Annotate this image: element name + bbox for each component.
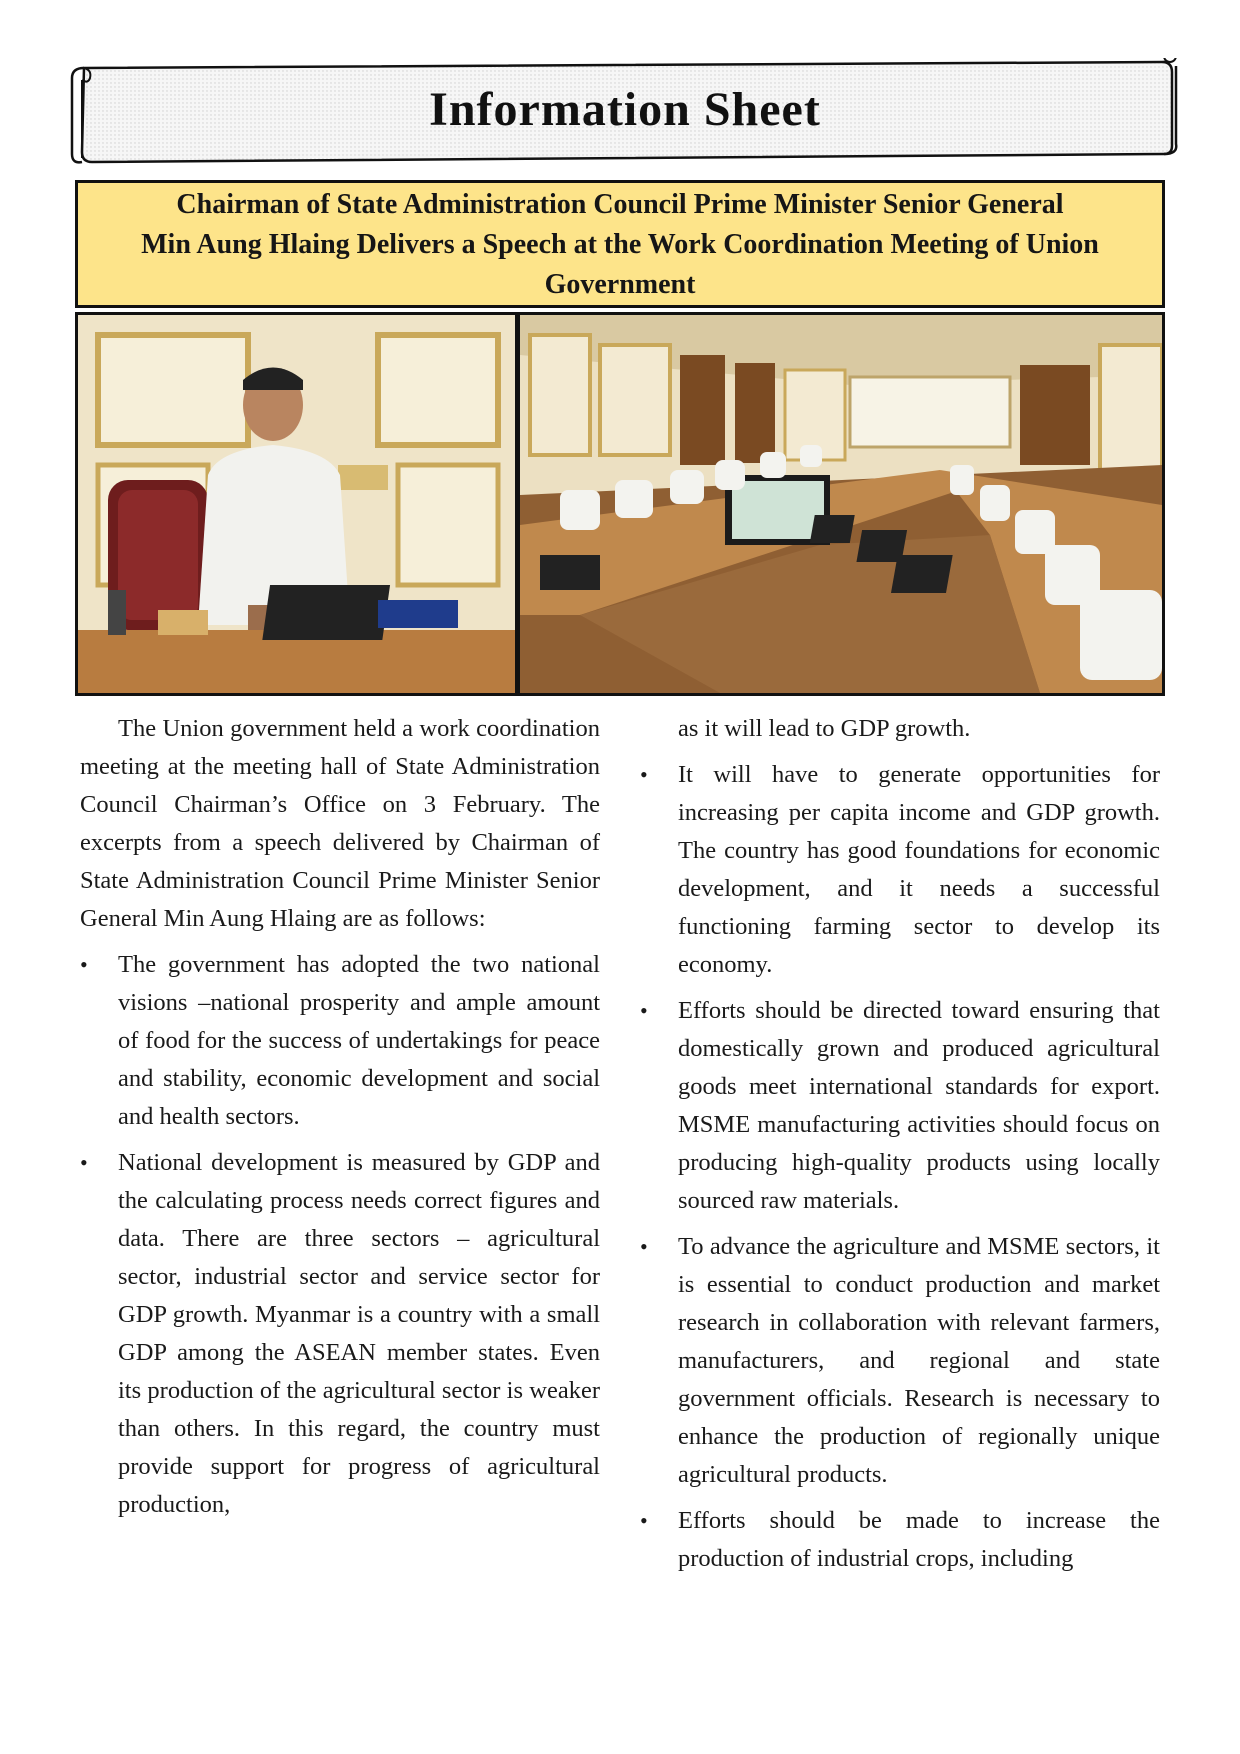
continuation-text: as it will lead to GDP growth. xyxy=(678,715,971,742)
right-column xyxy=(640,710,1160,1586)
list-item xyxy=(640,1502,1160,1578)
bullet-icon: • xyxy=(640,762,648,787)
bullet-text: The government has adopted the two national visions –national prosperity and ample amount of food for the success of undertakings for peace and stability, economic development and social and health sectors. xyxy=(118,951,600,1130)
bullet-text: National development is measured by GDP and the calculating process needs correct figures and data. There are three sectors – agricultural sector, industrial sector and service sector for GDP growth. Myanmar is a country with a small GDP among the ASEAN member states. Even its production of the agricultural sector is weaker than others. In this regard, the country must provide support for progress of agricultural production, xyxy=(118,1149,600,1518)
meeting-hall-photo xyxy=(520,315,1162,693)
photo-strip xyxy=(75,312,1165,696)
headline-line-2: Min Aung Hlaing Delivers a Speech at the Work Coordination Meeting of Union xyxy=(141,229,1099,260)
bullet-list-left xyxy=(80,946,600,1524)
bullet-icon: • xyxy=(640,1234,648,1259)
bullet-text: Efforts should be made to increase the production of industrial crops, including xyxy=(678,1507,1160,1572)
bullet-text: To advance the agriculture and MSME sectors, it is essential to conduct production and market research in collaboration with relevant farmers, manufacturers, and regional and state government officials. Research is necessary to enhance the production of regionally unique agricultural products. xyxy=(678,1233,1160,1488)
list-item xyxy=(80,1144,600,1524)
speaker-photo xyxy=(78,315,515,693)
title-banner xyxy=(70,58,1180,168)
headline-line-1: Chairman of State Administration Council Prime Minister Senior General xyxy=(176,189,1064,220)
bullet-text: Efforts should be directed toward ensuring that domestically grown and produced agricultural goods meet international standards for export. MSME manufacturing activities should focus on producing high-quality products using locally sourced raw materials. xyxy=(678,997,1160,1214)
headline-line-3: Government xyxy=(544,269,696,300)
page-title: Information Sheet xyxy=(429,83,821,136)
bullet-icon: • xyxy=(640,998,648,1023)
bullet-icon: • xyxy=(80,1150,88,1175)
list-item xyxy=(80,946,600,1136)
bullet-icon: • xyxy=(640,1508,648,1533)
bullet-icon: • xyxy=(80,952,88,977)
headline-box xyxy=(75,180,1165,308)
list-item xyxy=(640,1228,1160,1494)
bullet-list-right xyxy=(640,756,1160,1578)
left-column xyxy=(80,710,600,1532)
intro-paragraph: The Union government held a work coordination meeting at the meeting hall of State Administration Council Chairman’s Office on 3 February. The excerpts from a speech delivered by Chairman of State Administration Council Prime Minister Senior General Min Aung Hlaing are as follows: xyxy=(80,715,600,932)
list-item xyxy=(640,756,1160,984)
bullet-text: It will have to generate opportunities for increasing per capita income and GDP growth. The country has good foundations for economic development, and it needs a successful functioning farming sector to develop its economy. xyxy=(678,761,1160,978)
list-item xyxy=(640,992,1160,1220)
